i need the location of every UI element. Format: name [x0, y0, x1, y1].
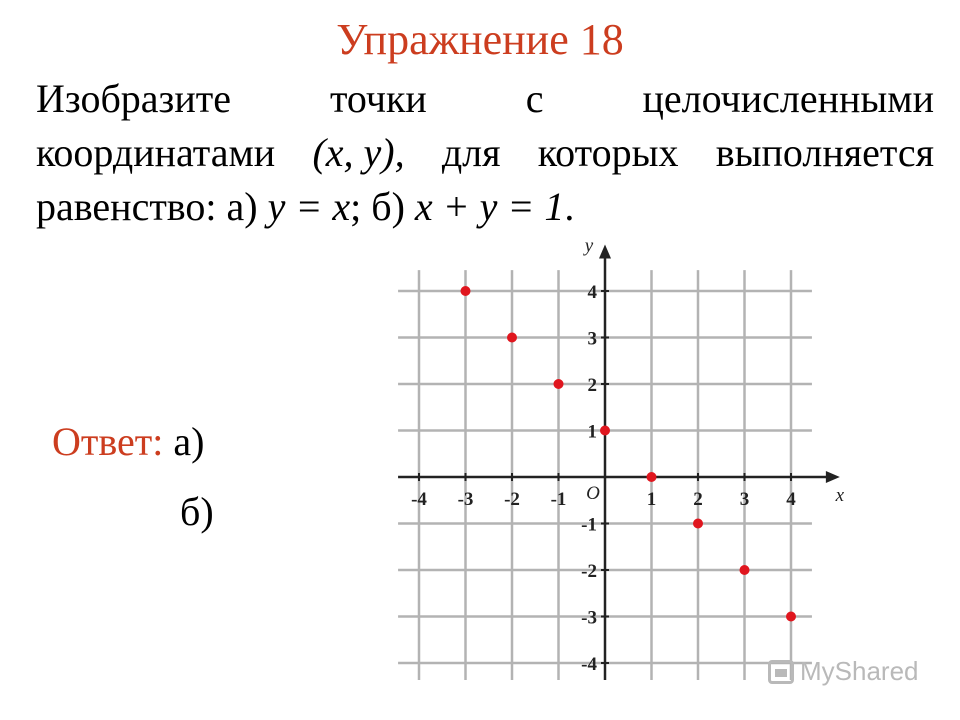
x-axis-arrow — [826, 471, 840, 483]
data-point — [600, 426, 610, 436]
y-tick-label: 1 — [587, 421, 597, 443]
task-word: (x, y), — [312, 130, 405, 175]
answer-part-b: б) — [180, 489, 214, 534]
task-word: Изобразите — [36, 76, 231, 121]
task-text: ; б) — [350, 184, 415, 229]
answer-part-a: а) — [173, 419, 205, 464]
task-line-3 — [36, 180, 934, 234]
x-tick-label: 2 — [693, 489, 703, 510]
data-point — [740, 565, 750, 575]
y-axis-arrow — [599, 245, 611, 259]
y-tick-label: 3 — [587, 328, 597, 350]
x-tick-label: 4 — [786, 489, 796, 510]
coordinate-plane — [360, 240, 850, 680]
equation-a: y = x — [267, 184, 351, 229]
y-tick-label: -4 — [581, 654, 597, 675]
answer-block — [52, 418, 204, 466]
y-tick-label: 4 — [587, 282, 597, 303]
y-axis-label: y — [584, 240, 594, 257]
tick-labels — [411, 240, 845, 675]
x-tick-label: -2 — [504, 489, 520, 510]
x-tick-label: 3 — [739, 489, 750, 510]
y-tick-label: -3 — [581, 607, 597, 629]
task-word: целочисленными — [642, 76, 934, 121]
task-text: . — [564, 184, 575, 229]
x-tick-label: -3 — [457, 489, 474, 510]
data-point — [693, 519, 703, 529]
x-axis-label: x — [835, 485, 845, 506]
slide-title: Упражнение 18 — [336, 15, 624, 64]
y-tick-label: -1 — [581, 514, 597, 536]
task-word: точки — [329, 76, 427, 121]
task-word: выполняется — [715, 130, 934, 175]
task-line-1 — [36, 72, 934, 126]
data-point — [647, 472, 657, 482]
data-point — [461, 286, 471, 296]
x-tick-label: 1 — [646, 489, 657, 510]
x-tick-label: -1 — [550, 489, 567, 510]
watermark — [768, 656, 919, 687]
presentation-icon — [768, 660, 794, 684]
x-tick-label: -4 — [411, 489, 427, 510]
answer-label: Ответ: — [52, 419, 164, 464]
task-word: с — [525, 76, 544, 121]
equation-b: x + y = 1 — [414, 184, 565, 229]
y-tick-label: -2 — [581, 561, 597, 582]
task-line-2 — [36, 126, 934, 180]
task-word: координатами — [36, 130, 276, 175]
y-tick-label: 2 — [587, 375, 597, 396]
data-point — [786, 612, 796, 622]
task-word: которых — [537, 130, 679, 175]
task-word: для — [441, 130, 501, 175]
watermark-text: MyShared — [800, 656, 919, 686]
task-text: равенство: а) — [36, 184, 268, 229]
origin-label: O — [586, 483, 600, 504]
data-point — [554, 379, 564, 389]
data-point — [507, 333, 517, 343]
